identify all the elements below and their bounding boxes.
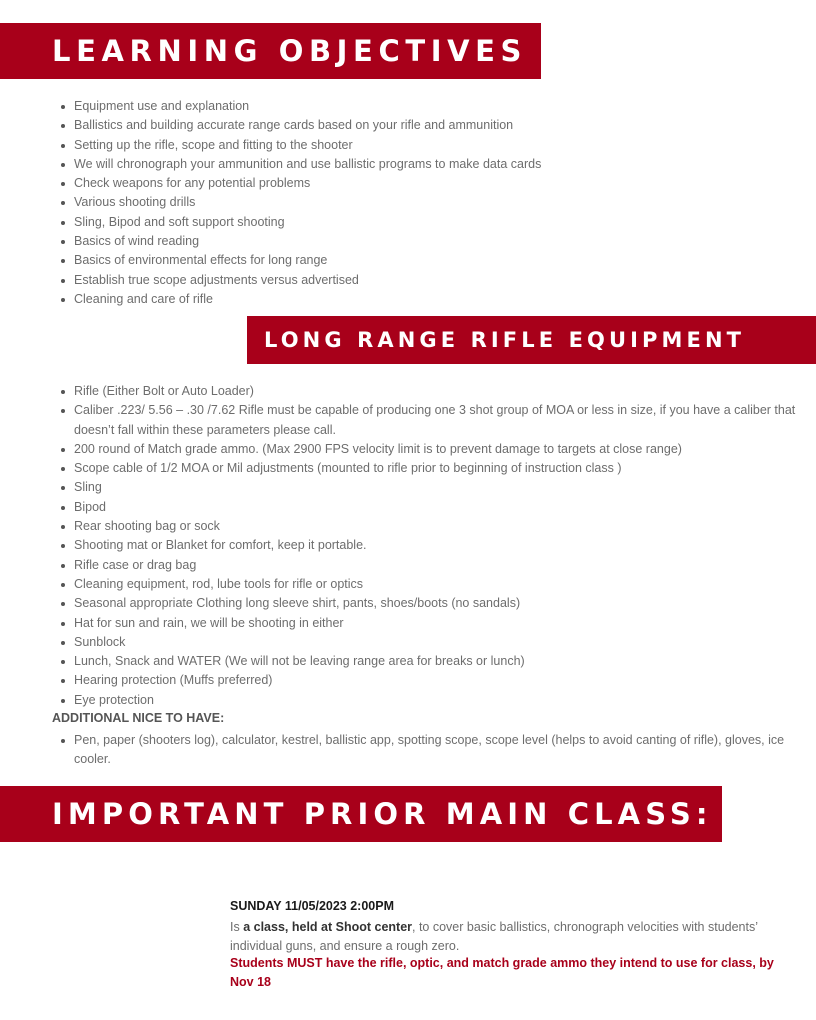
list-item: Ballistics and building accurate range cards based on your rifle and ammunition bbox=[74, 116, 794, 135]
list-item: Scope cable of 1/2 MOA or Mil adjustments (mounted to rifle prior to beginning of instruction class ) bbox=[74, 459, 798, 478]
additional-heading: ADDITIONAL NICE TO HAVE: bbox=[52, 711, 225, 725]
list-item: Hearing protection (Muffs preferred) bbox=[74, 671, 798, 690]
list-item: Hat for sun and rain, we will be shooting in either bbox=[74, 614, 798, 633]
learning-objectives-heading: LEARNING OBJECTIVES bbox=[0, 23, 541, 79]
important-prior-class-heading: IMPORTANT PRIOR MAIN CLASS: bbox=[0, 786, 722, 842]
must-have-note: Students MUST have the rifle, optic, and match grade ammo they intend to use for class, by Nov 18 bbox=[230, 956, 774, 989]
list-item: Shooting mat or Blanket for comfort, keep it portable. bbox=[74, 536, 798, 555]
list-item: 200 round of Match grade ammo. (Max 2900 FPS velocity limit is to prevent damage to targets at close range) bbox=[74, 440, 798, 459]
list-item: Cleaning and care of rifle bbox=[74, 290, 794, 309]
list-item: Setting up the rifle, scope and fitting to the shooter bbox=[74, 136, 794, 155]
desc-bold: a class, held at Shoot center bbox=[243, 920, 413, 934]
additional-list bbox=[52, 731, 798, 770]
desc-prefix: Is bbox=[230, 920, 244, 934]
rifle-equipment-heading: LONG RANGE RIFLE EQUIPMENT bbox=[247, 316, 816, 364]
equipment-list bbox=[52, 382, 798, 710]
class-description bbox=[230, 918, 778, 956]
list-item: Sling bbox=[74, 478, 798, 497]
list-item: Eye protection bbox=[74, 691, 798, 710]
class-date: SUNDAY 11/05/2023 2:00PM bbox=[230, 899, 394, 913]
list-item: Caliber .223/ 5.56 – .30 /7.62 Rifle must be capable of producing one 3 shot group of MOA or less in size, if you have a caliber that doesn’t fall within these parameters please call. bbox=[74, 401, 798, 440]
list-item: Rear shooting bag or sock bbox=[74, 517, 798, 536]
list-item: Rifle case or drag bag bbox=[74, 556, 798, 575]
list-item: Lunch, Snack and WATER (We will not be leaving range area for breaks or lunch) bbox=[74, 652, 798, 671]
list-item: Bipod bbox=[74, 498, 798, 517]
list-item: Basics of wind reading bbox=[74, 232, 794, 251]
list-item: Establish true scope adjustments versus advertised bbox=[74, 271, 794, 290]
learning-objectives-list bbox=[52, 97, 794, 309]
list-item: Rifle (Either Bolt or Auto Loader) bbox=[74, 382, 798, 401]
list-item: Basics of environmental effects for long range bbox=[74, 251, 794, 270]
list-item: Sunblock bbox=[74, 633, 798, 652]
list-item: Cleaning equipment, rod, lube tools for rifle or optics bbox=[74, 575, 798, 594]
list-item: We will chronograph your ammunition and use ballistic programs to make data cards bbox=[74, 155, 794, 174]
list-item: Check weapons for any potential problems bbox=[74, 174, 794, 193]
list-item: Various shooting drills bbox=[74, 193, 794, 212]
list-item: Sling, Bipod and soft support shooting bbox=[74, 213, 794, 232]
list-item: Pen, paper (shooters log), calculator, kestrel, ballistic app, spotting scope, scope level (helps to avoid canting of rifle), gloves, ice cooler. bbox=[74, 731, 798, 770]
list-item: Seasonal appropriate Clothing long sleeve shirt, pants, shoes/boots (no sandals) bbox=[74, 594, 798, 613]
list-item: Equipment use and explanation bbox=[74, 97, 794, 116]
desc-rest: , to cover basic ballistics, chronograph velocities with students’ individual guns, and ensure a rough zero. bbox=[230, 920, 758, 953]
